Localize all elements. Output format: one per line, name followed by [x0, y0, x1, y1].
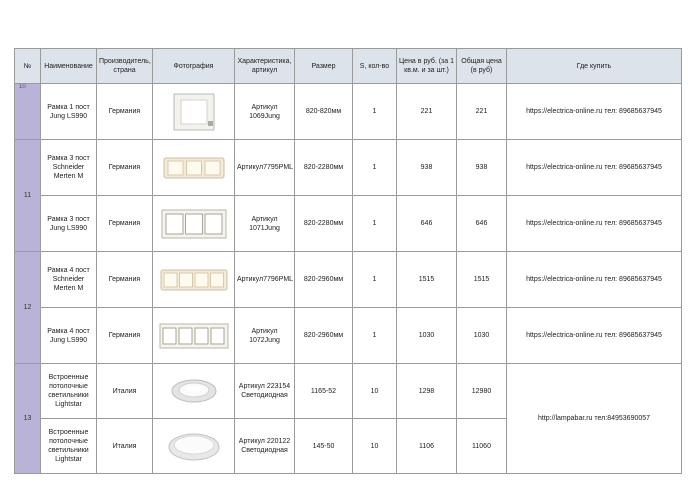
- table-row: [15, 252, 682, 308]
- item-name: Рамка 3 пост Jung LS990: [41, 196, 97, 252]
- item-qty: 1: [353, 84, 397, 140]
- item-total: 221: [457, 84, 507, 140]
- header-num: №: [15, 49, 41, 84]
- item-maker: Италия: [97, 419, 153, 474]
- item-spec: Артикул 1069Jung: [235, 84, 295, 140]
- header-qty: S, кол-во: [353, 49, 397, 84]
- frame-3-post-icon: [161, 209, 227, 239]
- item-spec: Артикул 1071Jung: [235, 196, 295, 252]
- frame-4-post-icon: [159, 323, 229, 349]
- header-maker: Производитель, страна: [97, 49, 153, 84]
- item-total: 646: [457, 196, 507, 252]
- item-size: 820-2280мм: [295, 140, 353, 196]
- row-number: 13: [15, 364, 41, 474]
- item-name: Рамка 4 пост Jung LS990: [41, 308, 97, 364]
- header-photo: Фотография: [153, 49, 235, 84]
- item-photo: [153, 140, 235, 196]
- item-where: https://electrica-online.ru тел: 89685637945: [507, 84, 682, 140]
- header-where: Где купить: [507, 49, 682, 84]
- item-qty: 10: [353, 364, 397, 419]
- row-number-cell: [15, 84, 41, 140]
- item-total: 1030: [457, 308, 507, 364]
- item-size: 820-2960мм: [295, 308, 353, 364]
- item-price: 938: [397, 140, 457, 196]
- item-photo: [153, 252, 235, 308]
- header-total: Общая цена (в руб): [457, 49, 507, 84]
- item-price: 646: [397, 196, 457, 252]
- item-qty: 1: [353, 308, 397, 364]
- table-row: [15, 84, 682, 140]
- item-total: 938: [457, 140, 507, 196]
- row-number-stub: 10: [19, 84, 26, 90]
- item-size: 1165-52: [295, 364, 353, 419]
- item-price: 1515: [397, 252, 457, 308]
- item-name: Рамка 4 пост Schneider Merten M: [41, 252, 97, 308]
- item-maker: Германия: [97, 140, 153, 196]
- header-size: Размер: [295, 49, 353, 84]
- table-header-row: [15, 49, 682, 84]
- item-qty: 1: [353, 140, 397, 196]
- item-where: https://electrica-online.ru тел: 89685637945: [507, 140, 682, 196]
- header-price: Цена в руб. (за 1 кв.м. и за шт.): [397, 49, 457, 84]
- table-row: [15, 364, 682, 419]
- item-maker: Италия: [97, 364, 153, 419]
- table-row: [15, 140, 682, 196]
- item-spec: Артикул7795PML: [235, 140, 295, 196]
- item-price: 1106: [397, 419, 457, 474]
- item-total: 12980: [457, 364, 507, 419]
- header-spec: Характеристика, артикул: [235, 49, 295, 84]
- table-row: [15, 196, 682, 252]
- item-spec: Артикул7796PML: [235, 252, 295, 308]
- ceiling-light-icon: [169, 377, 219, 405]
- item-price: 221: [397, 84, 457, 140]
- item-total: 1515: [457, 252, 507, 308]
- item-spec: Артикул 1072Jung: [235, 308, 295, 364]
- item-price: 1298: [397, 364, 457, 419]
- item-name: Встроенные потолочные светильники Lightstar: [41, 364, 97, 419]
- item-maker: Германия: [97, 84, 153, 140]
- item-size: 820-2280мм: [295, 196, 353, 252]
- frame-4-post-icon: [160, 269, 228, 291]
- item-name: Рамка 1 пост Jung LS990: [41, 84, 97, 140]
- row-number: 11: [15, 140, 41, 252]
- item-spec: Артикул 223154 Светодиодная: [235, 364, 295, 419]
- item-spec: Артикул 220122 Светодиодная: [235, 419, 295, 474]
- item-size: 820-820мм: [295, 84, 353, 140]
- item-maker: Германия: [97, 196, 153, 252]
- item-where: http://lampabar.ru тел:84953690057: [507, 364, 682, 474]
- item-qty: 10: [353, 419, 397, 474]
- item-where: https://electrica-online.ru тел: 89685637945: [507, 196, 682, 252]
- product-table: [14, 48, 682, 474]
- frame-1-post-icon: [173, 93, 215, 131]
- item-qty: 1: [353, 196, 397, 252]
- item-name: Встроенные потолочные светильники Lightstar: [41, 419, 97, 474]
- item-qty: 1: [353, 252, 397, 308]
- item-size: 145-50: [295, 419, 353, 474]
- header-name: Наименование: [41, 49, 97, 84]
- item-name: Рамка 3 пост Schneider Merten M: [41, 140, 97, 196]
- item-photo: [153, 196, 235, 252]
- item-maker: Германия: [97, 252, 153, 308]
- item-where: https://electrica-online.ru тел: 89685637945: [507, 252, 682, 308]
- frame-3-post-icon: [163, 157, 225, 179]
- item-photo: [153, 308, 235, 364]
- ceiling-light-icon: [166, 429, 222, 463]
- item-photo: [153, 419, 235, 474]
- row-number: 12: [15, 252, 41, 364]
- item-total: 11060: [457, 419, 507, 474]
- item-maker: Германия: [97, 308, 153, 364]
- item-photo: [153, 364, 235, 419]
- table-row: [15, 308, 682, 364]
- item-photo: [153, 84, 235, 140]
- item-price: 1030: [397, 308, 457, 364]
- item-size: 820-2960мм: [295, 252, 353, 308]
- item-where: https://electrica-online.ru тел: 89685637945: [507, 308, 682, 364]
